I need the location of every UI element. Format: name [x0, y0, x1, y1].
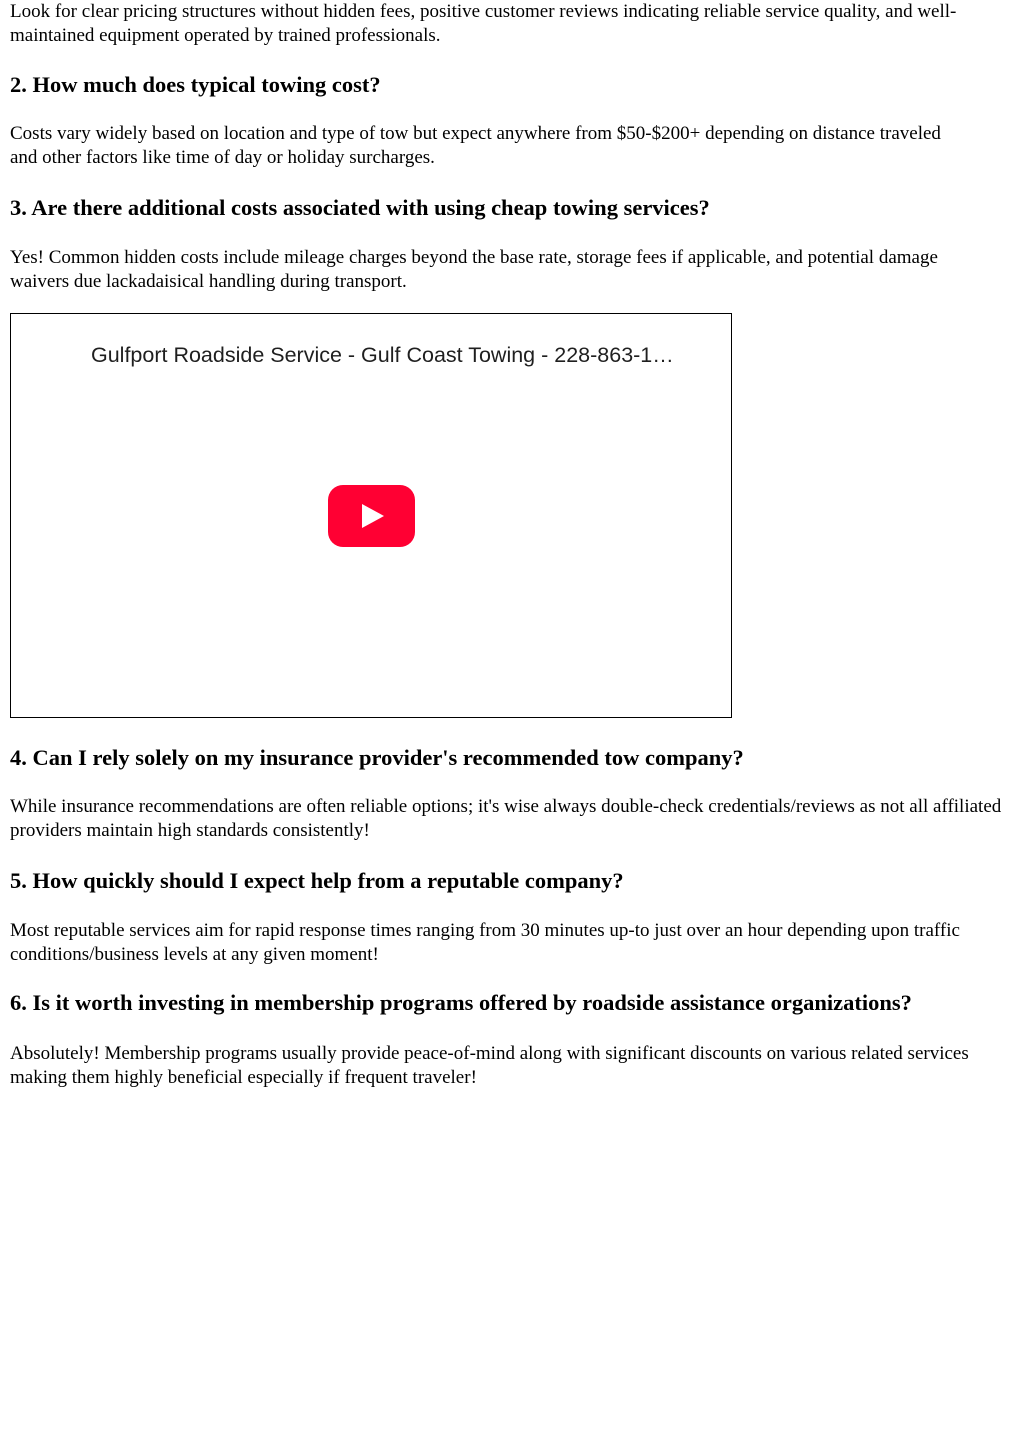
faq-answer-6: Absolutely! Membership programs usually provide peace-of-mind along with significant discounts on various related services making them highly beneficial especially if frequent traveler! [10, 1043, 969, 1088]
faq-question-2: 2. How much does typical towing cost? [10, 72, 381, 97]
faq-answer-3: Yes! Common hidden costs include mileage charges beyond the base rate, storage fees if applicable, and potential damage waivers due lackadaisical handling during transport. [10, 247, 938, 292]
faq-question-4: 4. Can I rely solely on my insurance provider's recommended tow company? [10, 745, 744, 770]
faq-question-6: 6. Is it worth investing in membership programs offered by roadside assistance organizations? [10, 990, 912, 1015]
faq-answer-2: Costs vary widely based on location and type of tow but expect anywhere from $50-$200+ depending on distance traveled and other factors like time of day or holiday surcharges. [10, 123, 941, 168]
faq-answer-5: Most reputable services aim for rapid response times ranging from 30 minutes up-to just over an hour depending upon traffic conditions/business levels at any given moment! [10, 920, 960, 965]
youtube-play-icon [328, 485, 415, 547]
faq-answer-4: While insurance recommendations are often reliable options; it's wise always double-check credentials/reviews as not all affiliated providers maintain high standards consistently! [10, 796, 1002, 841]
video-title[interactable]: Gulfport Roadside Service - Gulf Coast Towing - 228-863-1… [91, 343, 674, 367]
intro-paragraph: Look for clear pricing structures without hidden fees, positive customer reviews indicating reliable service quality, and well-maintained equipment operated by trained professionals. [10, 1, 957, 46]
video-embed[interactable] [10, 313, 732, 718]
faq-question-5: 5. How quickly should I expect help from a reputable company? [10, 868, 624, 893]
faq-question-3: 3. Are there additional costs associated with using cheap towing services? [10, 195, 710, 220]
play-button[interactable] [328, 485, 415, 547]
